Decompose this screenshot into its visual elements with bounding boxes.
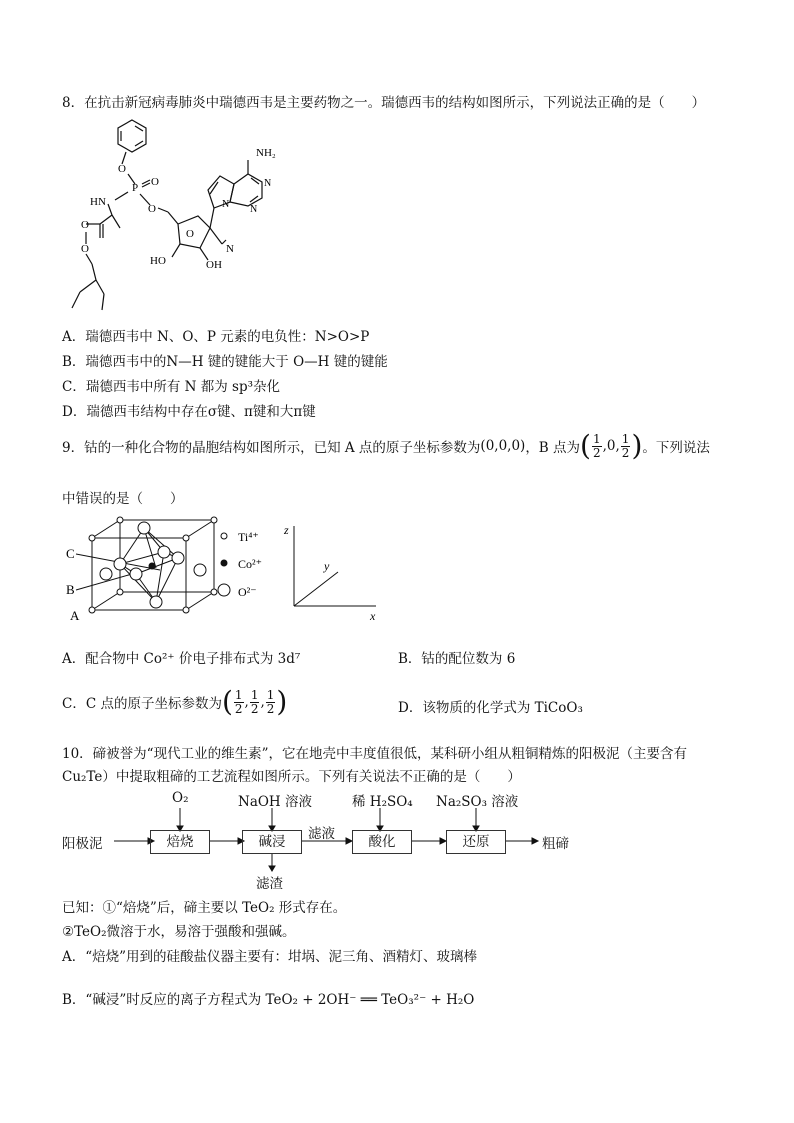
q10-known-1: 已知：①“焙烧”后，碲主要以 TeO₂ 形式存在。 xyxy=(62,900,347,916)
legend-ti: Ti⁴⁺ xyxy=(238,530,259,544)
svg-text:O: O xyxy=(81,243,89,255)
ring-n-label: N xyxy=(222,199,230,210)
svg-text:O: O xyxy=(148,203,156,215)
reagent-naoh: NaOH 溶液 xyxy=(238,794,312,810)
point-b: B xyxy=(66,582,75,597)
q10-stem-1: 10．碲被誉为“现代工业的维生素”，它在地壳中丰度值很低，某科研小组从粗铜精炼的阳极泥（主要含有 xyxy=(62,746,687,762)
b-coord-y: 0 xyxy=(606,438,616,454)
q9-option-b: B．钴的配位数为 6 xyxy=(398,651,516,667)
q8-option-c: C．瑞德西韦中所有 N 都为 sp³杂化 xyxy=(62,379,280,395)
filtrate-label: 滤液 xyxy=(308,826,335,842)
legend-co: Co²⁺ xyxy=(238,557,262,571)
svg-text:N: N xyxy=(264,178,272,189)
flow-step-alkali-leach: 碱浸 xyxy=(242,830,302,854)
q10-option-b: B．“碱浸”时反应的离子方程式为 TeO₂ + 2OH⁻ ══ TeO₃²⁻ + H₂O xyxy=(62,992,475,1008)
q9-option-c-pre: C．C 点的原子坐标参数为 xyxy=(62,696,222,712)
residue-label: 滤渣 xyxy=(256,876,283,892)
q9-option-c: C．C 点的原子坐标参数为 ( $\frac{1}{2}$ , $\frac{1}{2}$ , $\frac{1}{2}$ ) xyxy=(62,685,288,718)
svg-text:O: O xyxy=(118,163,126,175)
remdesivir-structure xyxy=(50,112,310,317)
svg-text:O: O xyxy=(81,219,89,231)
reagent-h2so4: 稀 H₂SO₄ xyxy=(352,794,413,810)
process-flow xyxy=(62,786,722,892)
b-coord-z: $\frac{1}{2}$ xyxy=(621,431,630,460)
axis-z: z xyxy=(284,523,289,537)
perovskite-unit-cell xyxy=(60,512,390,624)
q9-stem-pre: 9．钴的一种化合物的晶胞结构如图所示，已知 A 点的原子坐标参数为 xyxy=(62,440,481,456)
q9-stem-post: 。下列说法 xyxy=(642,440,710,456)
nh2-label: NH₂ xyxy=(256,147,276,159)
nitrile-n-label: N xyxy=(226,243,234,255)
q9-stem: 9．钴的一种化合物的晶胞结构如图所示，已知 A 点的原子坐标参数为 (0,0,0) ，B 点为 ( $\frac{1}{2}$ , 0 , $\frac{1}{2}$ ) 。下列说法 xyxy=(62,429,710,462)
q8-option-a: A．瑞德西韦中 N、O、P 元素的电负性：N>O>P xyxy=(62,329,370,345)
axis-x: x xyxy=(370,609,376,623)
q9-stem-mid: ，B 点为 xyxy=(525,440,581,456)
q9-option-a: A．配合物中 Co²⁺ 价电子排布式为 3d⁷ xyxy=(62,651,301,667)
flow-start: 阳极泥 xyxy=(62,836,103,852)
b-coord-x: $\frac{1}{2}$ xyxy=(592,431,601,460)
hn-label: HN xyxy=(90,196,106,208)
axis-y: y xyxy=(324,559,330,573)
reagent-o2: O₂ xyxy=(172,790,189,806)
q8-option-d: D．瑞德西韦结构中存在σ键、π键和大π键 xyxy=(62,404,316,420)
q10-option-a: A．“焙烧”用到的硅酸盐仪器主要有：坩埚、泥三角、酒精灯、玻璃棒 xyxy=(62,949,478,965)
q10-stem-2: Cu₂Te）中提取粗碲的工艺流程如图所示。下列有关说法不正确的是（ ） xyxy=(62,769,521,785)
flow-step-reduce: 还原 xyxy=(446,830,506,854)
flow-end: 粗碲 xyxy=(542,836,569,852)
svg-text:O: O xyxy=(186,228,194,240)
coord-a: (0,0,0) xyxy=(480,438,526,454)
q8-option-b: B．瑞德西韦中的N—H 键的键能大于 O—H 键的键能 xyxy=(62,354,388,370)
reagent-na2so3: Na₂SO₃ 溶液 xyxy=(436,794,519,810)
flow-step-acidify: 酸化 xyxy=(352,830,412,854)
point-c: C xyxy=(66,546,75,561)
q9-option-d: D．该物质的化学式为 TiCoO₃ xyxy=(398,700,583,716)
svg-text:O: O xyxy=(151,176,159,188)
q9-stem-2: 中错误的是（ ） xyxy=(62,491,184,507)
phosphorus-label: P xyxy=(132,182,139,194)
svg-text:N: N xyxy=(250,204,258,215)
flow-step-roast: 焙烧 xyxy=(150,830,210,854)
oh-label: OH xyxy=(206,259,222,271)
point-a: A xyxy=(70,608,80,623)
q8-stem: 8．在抗击新冠病毒肺炎中瑞德西韦是主要药物之一。瑞德西韦的结构如图所示，下列说法正确的是（ ） xyxy=(62,95,706,111)
legend-o: O²⁻ xyxy=(238,585,257,599)
ho-label: HO xyxy=(150,255,166,267)
q10-known-2: ②TeO₂微溶于水，易溶于强酸和强碱。 xyxy=(62,924,296,940)
